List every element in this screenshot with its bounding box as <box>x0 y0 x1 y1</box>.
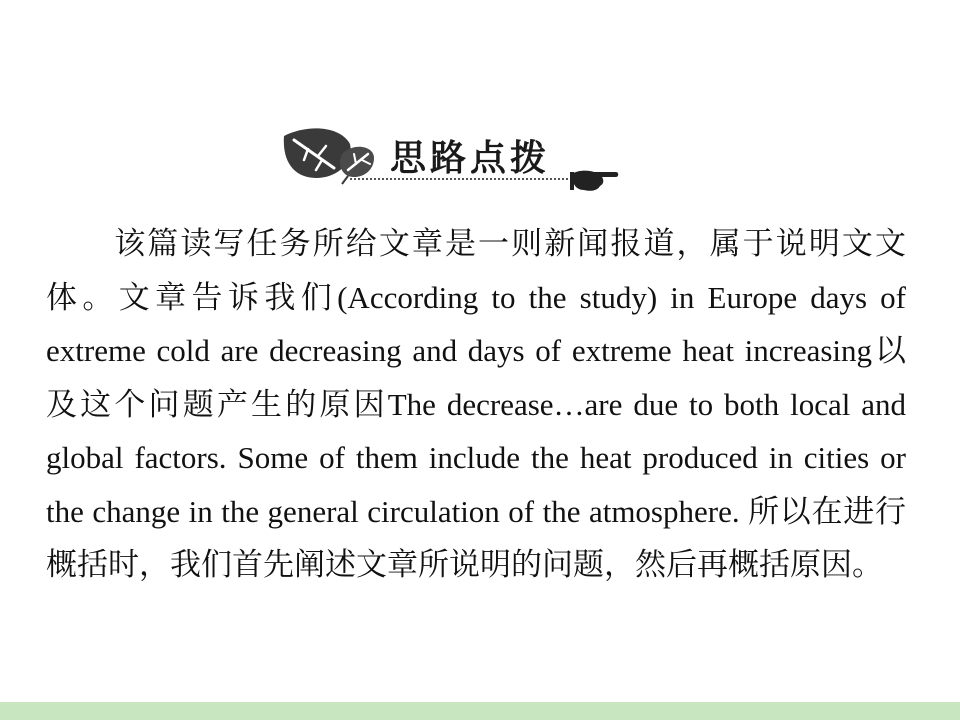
section-header <box>278 118 638 198</box>
paragraph-segment: The decrease…are due to both local and global factors. Some of them include the heat produced in cities or the change in the general circulation of the atmosphere. <box>46 386 907 529</box>
paragraph-segment: 所以在进行概括时，我们首先阐述文章所说明的问题，然后再概括原因。 <box>46 493 906 582</box>
footer-bar <box>0 702 960 720</box>
pointing-hand-icon <box>568 162 620 194</box>
paragraph-segment: 以及这个问题产生的原因 <box>46 333 907 422</box>
paragraph-segment: 该篇读写任务所给文章是一则新闻报道，属于说明文文体。文章告诉我们 <box>46 226 906 315</box>
section-title: 思路点拨 <box>390 138 551 179</box>
explanation-paragraph <box>46 217 906 592</box>
paragraph-segment: (According to the study) in Europe days of extreme cold are decreasing and days of extreme heat increasing <box>46 279 906 368</box>
header-divider <box>350 178 588 180</box>
